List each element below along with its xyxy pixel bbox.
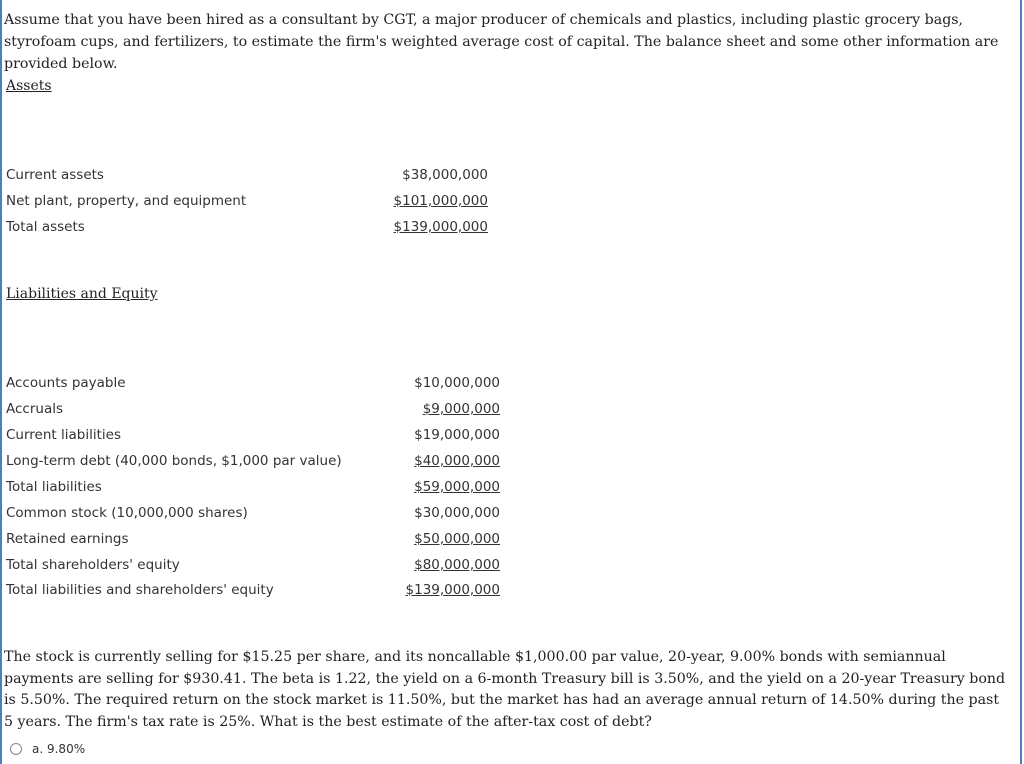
row-label: Current liabilities (6, 427, 121, 443)
row-value: $59,000,000 (414, 479, 500, 495)
assets-row-total (6, 219, 496, 241)
liabilities-heading: Liabilities and Equity (6, 286, 158, 302)
row-label: Common stock (10,000,000 shares) (6, 505, 248, 521)
row-label: Total assets (6, 219, 85, 235)
row-label: Accounts payable (6, 375, 126, 391)
assets-heading: Assets (6, 78, 52, 94)
row-value: $30,000,000 (414, 505, 500, 521)
liabilities-row (6, 427, 500, 449)
row-label: Retained earnings (6, 531, 129, 547)
assets-row-current (6, 167, 496, 189)
liabilities-row (6, 505, 500, 527)
row-value: $10,000,000 (414, 375, 500, 391)
answer-option-a[interactable] (10, 740, 85, 758)
row-label: Total liabilities and shareholders' equity (6, 582, 274, 598)
row-label: Long-term debt (40,000 bonds, $1,000 par value) (6, 453, 342, 469)
option-label: a. 9.80% (32, 742, 86, 756)
liabilities-row (6, 453, 500, 475)
row-value: $38,000,000 (402, 167, 488, 183)
row-value: $40,000,000 (414, 453, 500, 469)
row-label: Total liabilities (6, 479, 102, 495)
row-value: $9,000,000 (422, 401, 500, 417)
question-text: The stock is currently selling for $15.25 per share, and its noncallable $1,000.00 par value, 20-year, 9.00% bonds with semiannual payments are selling for $930.41. The beta is 1.22, the yield on a 6-month Treasury bill is 3.50%, and the yield on a 20-year Treasury bond is 5.50%. The required return on the stock market is 11.50%, but the market has had an average annual return of 14.50% during the past 5 years. The firm's tax rate is 25%. What is the best estimate of the after-tax cost of debt? (4, 649, 1006, 730)
liabilities-row (6, 401, 500, 423)
row-label: Current assets (6, 167, 104, 183)
row-label: Net plant, property, and equipment (6, 193, 247, 209)
row-value: $50,000,000 (414, 531, 500, 547)
row-label: Accruals (6, 401, 64, 417)
row-value: $139,000,000 (405, 582, 500, 598)
row-value: $80,000,000 (414, 557, 500, 573)
assets-row-net-plant (6, 193, 496, 215)
liabilities-row (6, 479, 500, 501)
liabilities-row (6, 557, 500, 579)
liabilities-row (6, 375, 500, 397)
row-label: Total shareholders' equity (6, 557, 180, 573)
liabilities-row (6, 531, 500, 553)
intro-text: Assume that you have been hired as a consultant by CGT, a major producer of chemicals and plastics, including plastic grocery bags, styrofoam cups, and fertilizers, to estimate the firm's weighted average cost of capital. The balance sheet and some other information are provided below. (4, 12, 999, 72)
row-value: $19,000,000 (414, 427, 500, 443)
radio-button[interactable] (10, 743, 22, 755)
liabilities-row (6, 582, 500, 604)
row-value: $139,000,000 (393, 219, 488, 235)
row-value: $101,000,000 (393, 193, 488, 209)
